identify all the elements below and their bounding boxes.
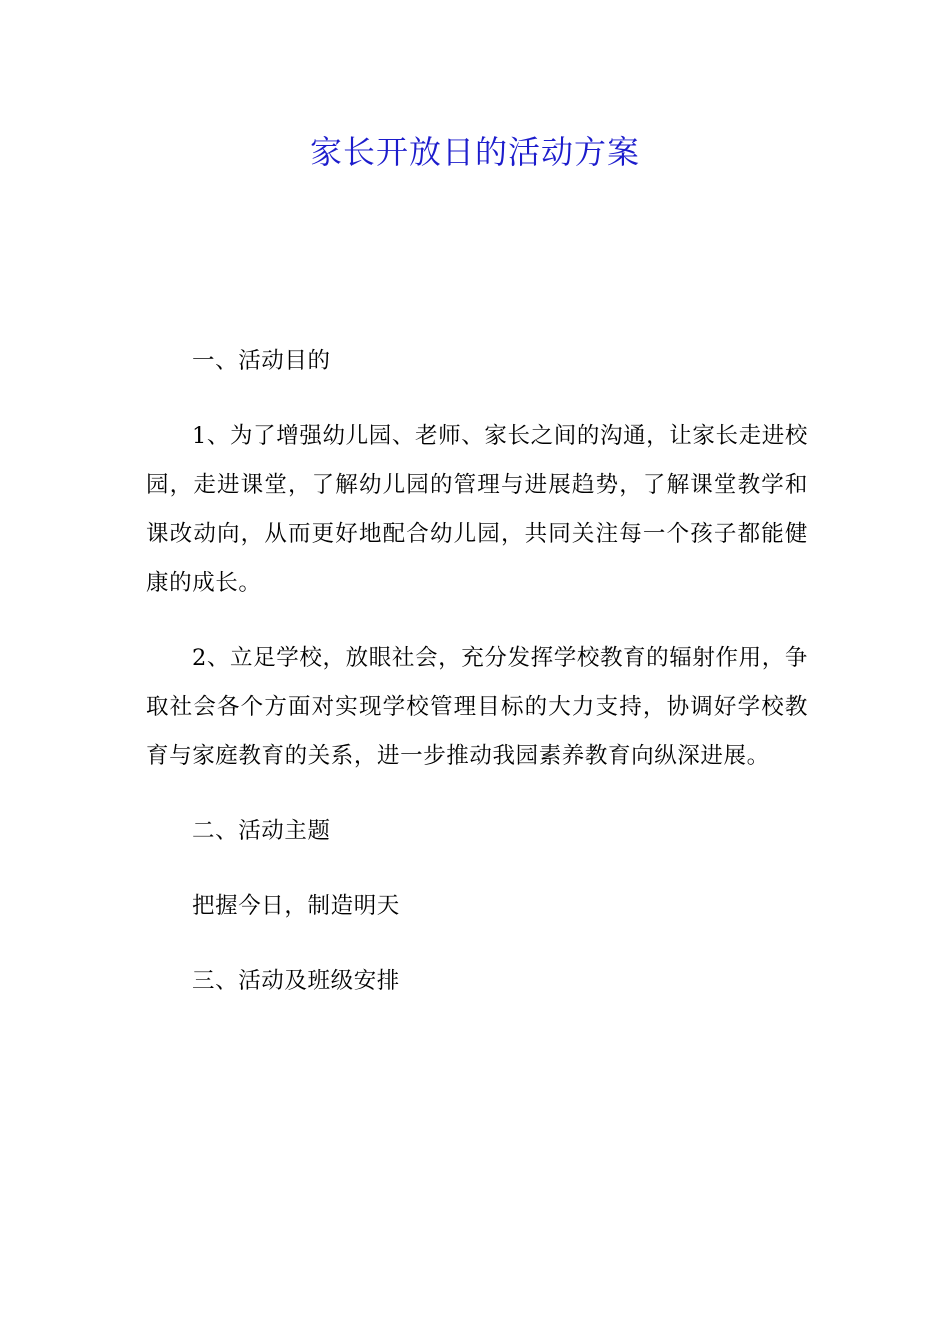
paragraph-purpose-1: 1、为了增强幼儿园、老师、家长之间的沟通，让家长走进校园，走进课堂，了解幼儿园的管理与进展趋势，了解课堂教学和课改动向，从而更好地配合幼儿园，共同关注每一个孩子都能健康的成长。 — [146, 423, 808, 596]
section-heading-arrangement: 三、活动及班级安排 — [192, 968, 400, 994]
document-title: 家长开放日的活动方案 — [309, 133, 640, 171]
section-heading-purpose: 一、活动目的 — [192, 348, 331, 374]
paragraph-theme: 把握今日，制造明天 — [192, 893, 400, 919]
paragraph-purpose-2: 2、立足学校，放眼社会，充分发挥学校教育的辐射作用，争取社会各个方面对实现学校管理目标的大力支持，协调好学校教育与家庭教育的关系，进一步推动我园素养教育向纵深进展。 — [146, 645, 808, 769]
section-heading-theme: 二、活动主题 — [192, 818, 331, 844]
document-body — [146, 337, 808, 1032]
